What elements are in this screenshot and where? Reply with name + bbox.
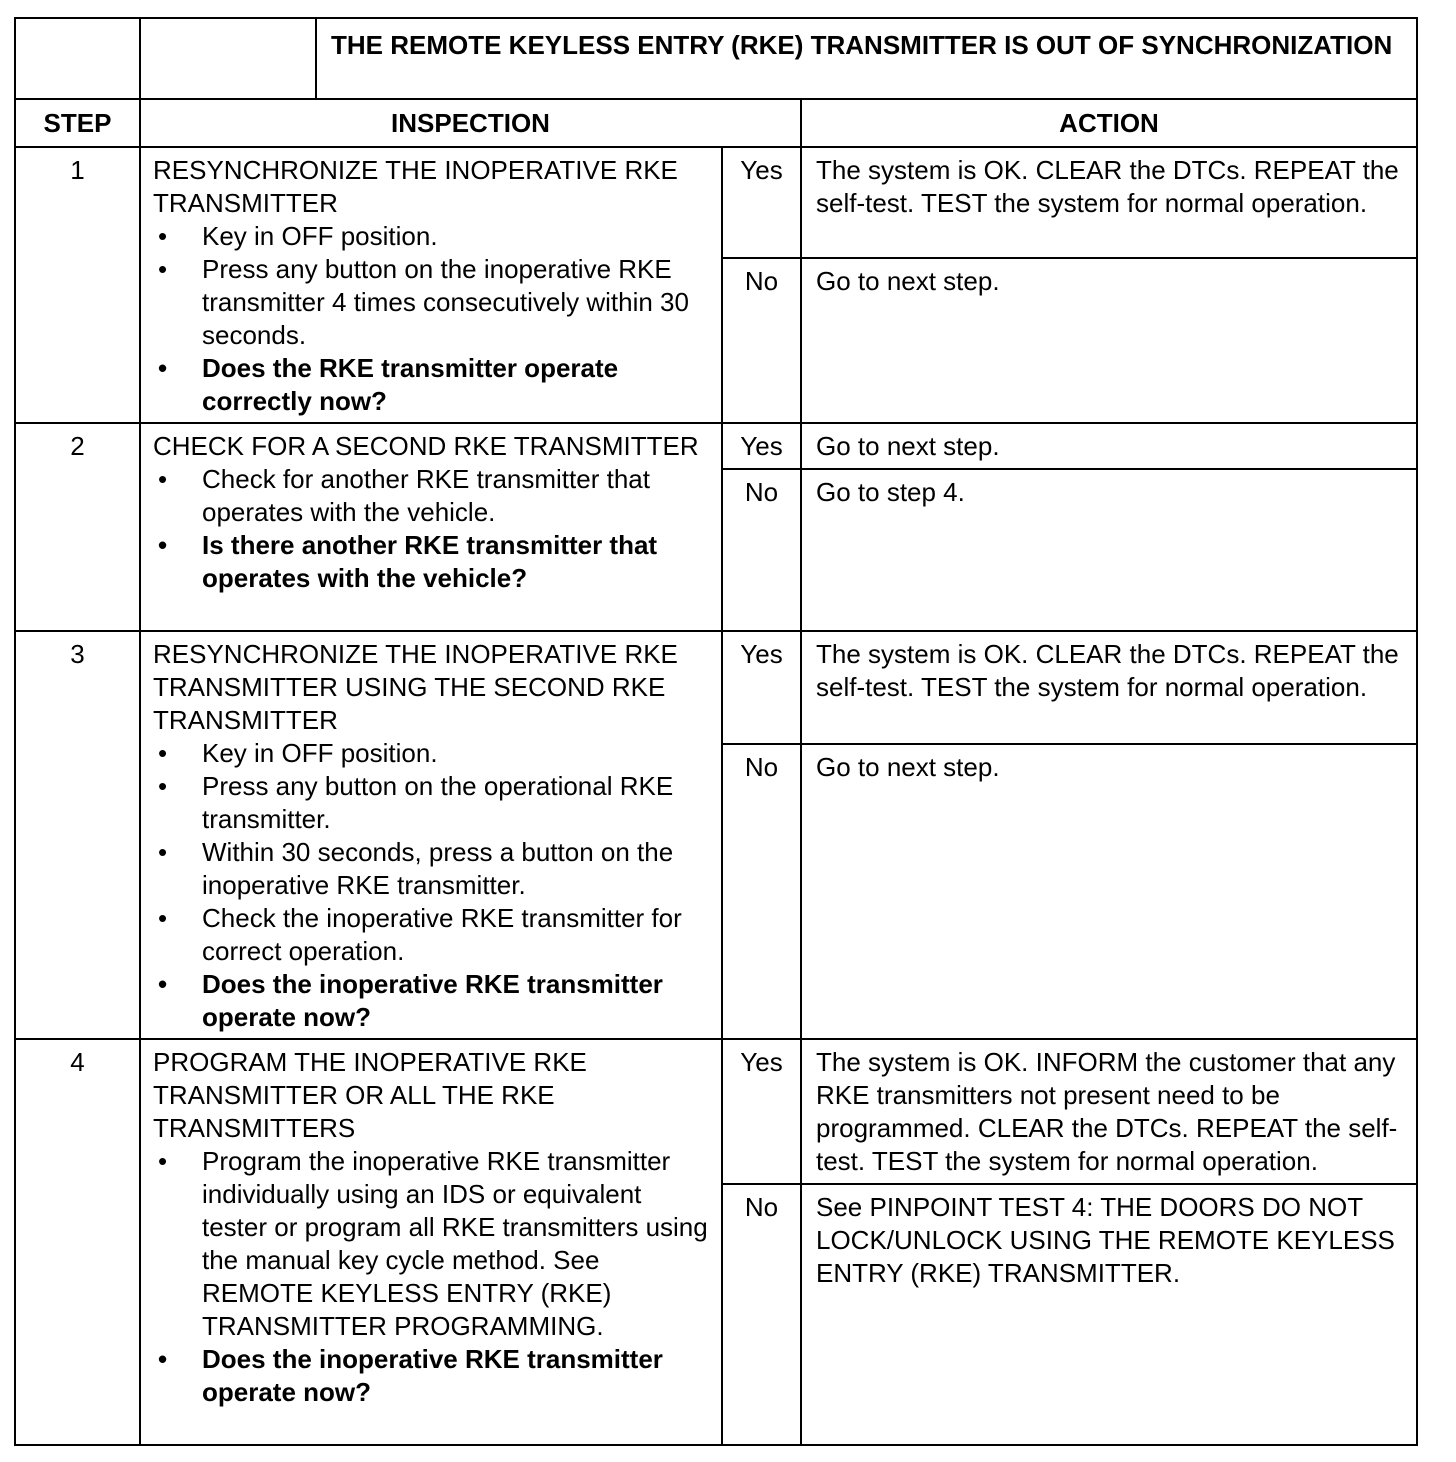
action-yes: Go to next step. — [801, 423, 1417, 469]
bullet-item: • Check the inoperative RKE transmitter for correct operation. — [153, 902, 713, 968]
answer-yes: Yes — [722, 1039, 801, 1184]
step-question: • Does the inoperative RKE transmitter operate now? — [153, 968, 713, 1034]
step-inspection — [140, 1039, 722, 1445]
step-number: 3 — [15, 631, 140, 1039]
bullet-item: • Key in OFF position. — [153, 220, 713, 253]
step-bullets — [153, 1145, 713, 1409]
action-no: Go to next step. — [801, 258, 1417, 423]
step-inspection — [140, 631, 722, 1039]
title-blank-cell — [15, 18, 140, 99]
bullet-item: • Program the inoperative RKE transmitter individually using an IDS or equivalent tester or program all RKE transmitters using the manual key cycle method. See REMOTE KEYLESS ENTRY (RKE) TRANSMITTER PROGRAMMING. — [153, 1145, 713, 1343]
table-title: THE REMOTE KEYLESS ENTRY (RKE) TRANSMITTER IS OUT OF SYNCHRONIZATION — [316, 18, 1417, 99]
step-1-yes-row — [15, 147, 1417, 258]
step-2-yes-row — [15, 423, 1417, 469]
step-question: • Is there another RKE transmitter that operates with the vehicle? — [153, 529, 713, 595]
step-heading: PROGRAM THE INOPERATIVE RKE TRANSMITTER OR ALL THE RKE TRANSMITTERS — [153, 1047, 587, 1143]
step-number: 1 — [15, 147, 140, 423]
answer-yes: Yes — [722, 147, 801, 258]
answer-no: No — [722, 744, 801, 1039]
step-question: • Does the RKE transmitter operate correctly now? — [153, 352, 713, 418]
step-bullets — [153, 220, 713, 418]
header-action: ACTION — [801, 99, 1417, 147]
step-4-yes-row — [15, 1039, 1417, 1184]
action-yes: The system is OK. CLEAR the DTCs. REPEAT the self-test. TEST the system for normal operation. — [801, 147, 1417, 258]
action-yes: The system is OK. CLEAR the DTCs. REPEAT the self-test. TEST the system for normal operation. — [801, 631, 1417, 744]
step-heading: RESYNCHRONIZE THE INOPERATIVE RKE TRANSMITTER USING THE SECOND RKE TRANSMITTER — [153, 639, 678, 735]
answer-no: No — [722, 1184, 801, 1445]
step-bullets — [153, 463, 713, 595]
bullet-item: • Check for another RKE transmitter that operates with the vehicle. — [153, 463, 713, 529]
title-blank-cell — [140, 18, 316, 99]
header-inspection: INSPECTION — [140, 99, 801, 147]
action-yes: The system is OK. INFORM the customer that any RKE transmitters not present need to be programmed. CLEAR the DTCs. REPEAT the self-test. TEST the system for normal operation. — [801, 1039, 1417, 1184]
step-number: 4 — [15, 1039, 140, 1445]
answer-yes: Yes — [722, 631, 801, 744]
action-no: Go to step 4. — [801, 469, 1417, 631]
action-no: Go to next step. — [801, 744, 1417, 1039]
step-inspection — [140, 423, 722, 631]
step-3-yes-row — [15, 631, 1417, 744]
step-bullets — [153, 737, 713, 1034]
answer-no: No — [722, 469, 801, 631]
step-question: • Does the inoperative RKE transmitter operate now? — [153, 1343, 713, 1409]
answer-no: No — [722, 258, 801, 423]
bullet-item: • Press any button on the operational RKE transmitter. — [153, 770, 713, 836]
bullet-item: • Press any button on the inoperative RKE transmitter 4 times consecutively within 30 seconds. — [153, 253, 713, 352]
step-heading: CHECK FOR A SECOND RKE TRANSMITTER — [153, 431, 699, 461]
step-number: 2 — [15, 423, 140, 631]
step-heading: RESYNCHRONIZE THE INOPERATIVE RKE TRANSMITTER — [153, 155, 678, 218]
bullet-item: • Within 30 seconds, press a button on the inoperative RKE transmitter. — [153, 836, 713, 902]
bullet-item: • Key in OFF position. — [153, 737, 713, 770]
action-no: See PINPOINT TEST 4: THE DOORS DO NOT LOCK/UNLOCK USING THE REMOTE KEYLESS ENTRY (RKE) TRANSMITTER. — [801, 1184, 1417, 1445]
header-step: STEP — [15, 99, 140, 147]
diagnostic-table — [14, 17, 1416, 1441]
header-row — [15, 99, 1417, 147]
answer-yes: Yes — [722, 423, 801, 469]
step-inspection — [140, 147, 722, 423]
title-row — [15, 18, 1417, 99]
